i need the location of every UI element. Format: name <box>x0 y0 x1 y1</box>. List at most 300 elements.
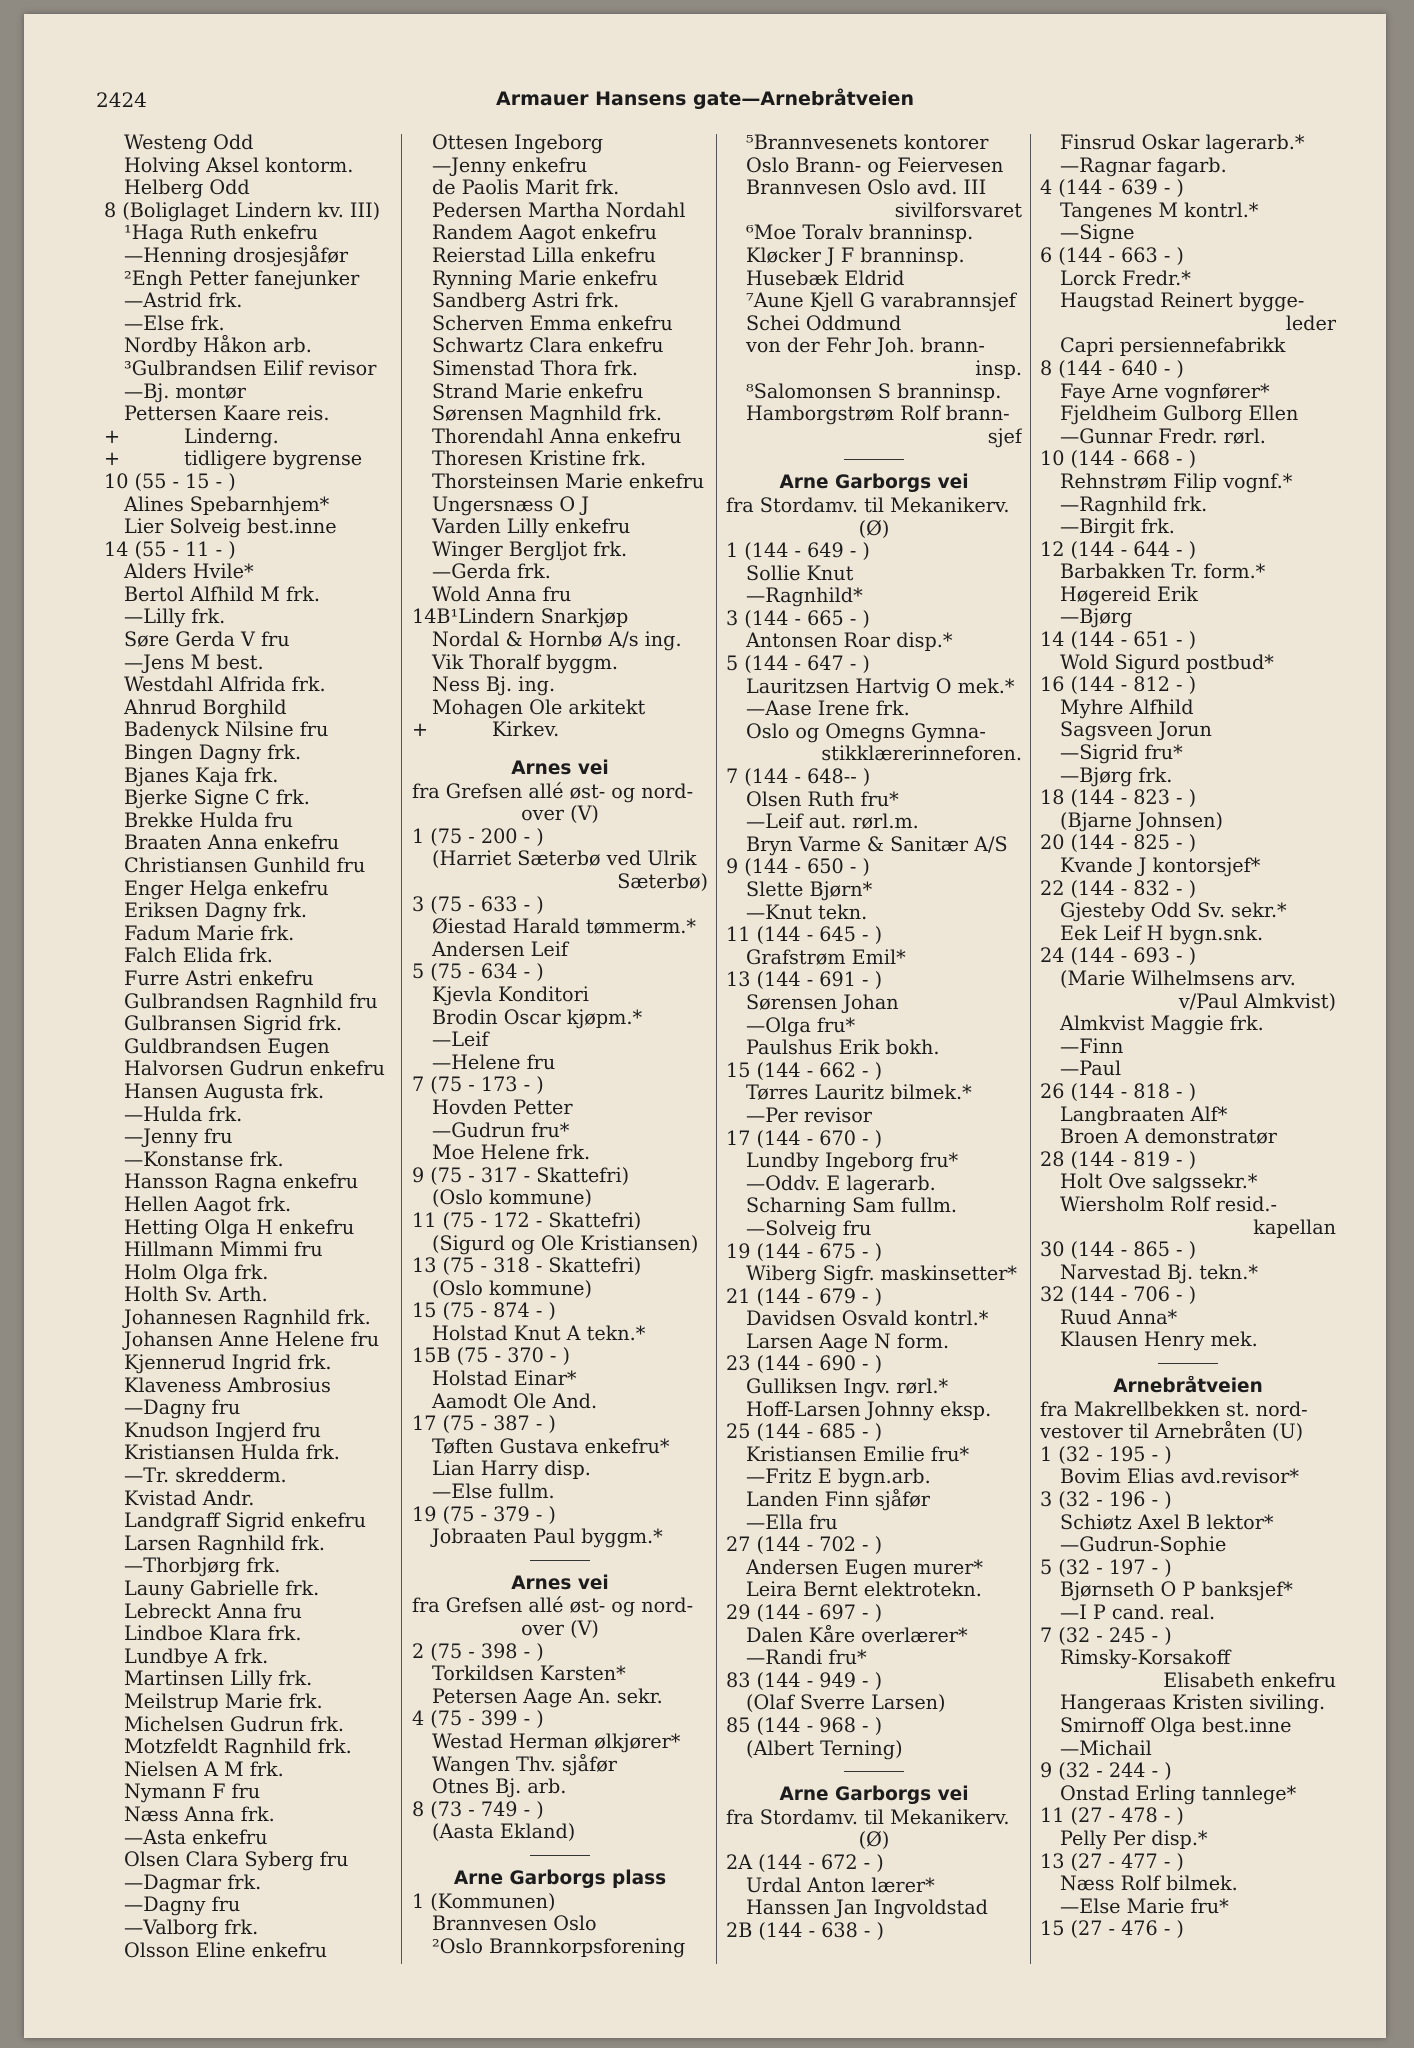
address-number-line: 14 (55 - 11 - ) <box>104 538 236 561</box>
address-number-line: 15 (144 - 662 - ) <box>726 1059 883 1082</box>
resident-line: (Harriet Sæterbø ved Ulrik <box>432 848 697 871</box>
resident-line: Oslo Brann- og Feiervesen <box>746 154 1004 177</box>
address-number-line: 10 (144 - 668 - ) <box>1040 448 1197 471</box>
address-number-line: 16 (144 - 812 - ) <box>1040 674 1197 697</box>
resident-line: Faye Arne vognfører* <box>1060 380 1270 403</box>
direction-line: over (V) <box>521 803 599 826</box>
resident-line: Wangen Thv. sjåfør <box>432 1753 617 1776</box>
resident-line: Wiersholm Rolf resid.- <box>1060 1193 1277 1216</box>
resident-line: Husebæk Eldrid <box>746 267 905 290</box>
resident-line: Torkildsen Karsten* <box>432 1663 626 1686</box>
resident-line: Andersen Eugen murer* <box>746 1556 983 1579</box>
resident-line: —Bjørg frk. <box>1060 764 1173 787</box>
resident-line: Ruud Anna* <box>1060 1306 1178 1329</box>
address-number-line: 7 (32 - 245 - ) <box>1040 1624 1172 1647</box>
resident-line: Hillmann Mimmi fru <box>124 1239 323 1262</box>
resident-line: Rehnstrøm Filip vognf.* <box>1060 470 1293 493</box>
resident-line: Mohagen Ole arkitekt <box>432 696 646 719</box>
resident-line: Westdahl Alfrida frk. <box>124 674 326 697</box>
resident-line: Falch Elida frk. <box>124 945 273 968</box>
address-number-line: 23 (144 - 690 - ) <box>726 1353 883 1376</box>
resident-line: Thorendahl Anna enkefru <box>432 425 682 448</box>
resident-line: Wold Anna fru <box>432 583 572 606</box>
address-number-line: fra Stordamv. til Mekanikerv. <box>726 494 1010 517</box>
resident-line: Westad Herman ølkjører* <box>432 1730 681 1753</box>
resident-line: Brodin Oscar kjøpm.* <box>432 1006 643 1029</box>
resident-line: —Fritz E bygn.arb. <box>746 1466 931 1489</box>
section-gap <box>412 742 708 758</box>
resident-line: Schei Oddmund <box>746 312 902 335</box>
address-number-line: fra Makrellbekken st. nord- <box>1040 1398 1308 1421</box>
resident-line: Brannvesen Oslo avd. III <box>746 177 987 200</box>
resident-line: Klaveness Ambrosius <box>124 1374 331 1397</box>
resident-line: Holt Ove salgssekr.* <box>1060 1171 1258 1194</box>
resident-line: Gulbrandsen Ragnhild fru <box>124 990 378 1013</box>
resident-line: Westeng Odd <box>124 132 254 154</box>
resident-line: (Sigurd og Ole Kristiansen) <box>432 1232 699 1255</box>
resident-line: ⁵Brannvesenets kontorer <box>746 132 989 154</box>
resident-line: Hanssen Jan Ingvoldstad <box>746 1897 988 1920</box>
resident-line: —Helene fru <box>432 1051 556 1074</box>
crossing-mark-icon: + <box>104 448 121 471</box>
resident-line: Sørensen Magnhild frk. <box>432 403 662 426</box>
resident-line: Lundby Ingeborg fru* <box>746 1150 959 1173</box>
resident-line: ³Gulbrandsen Eilif revisor <box>124 357 377 380</box>
street-heading: Arne Garborgs vei <box>779 472 969 494</box>
resident-line: —Valborg frk. <box>124 1916 259 1939</box>
resident-line: —Dagny fru <box>124 1894 241 1917</box>
address-number-line: 18 (144 - 823 - ) <box>1040 787 1197 810</box>
resident-line: Lian Harry disp. <box>432 1458 591 1481</box>
resident-line: Alders Hvile* <box>124 561 254 584</box>
resident-line: ²Oslo Brannkorpsforening <box>432 1935 686 1958</box>
resident-line: Winger Bergljot frk. <box>432 538 628 561</box>
resident-line: (Bjarne Johnsen) <box>1060 809 1223 832</box>
resident-line: (Olaf Sverre Larsen) <box>746 1692 946 1715</box>
resident-line: Kristiansen Emilie fru* <box>746 1443 970 1466</box>
address-number-line: 83 (144 - 949 - ) <box>726 1669 883 1692</box>
resident-line: —Tr. skredderm. <box>124 1465 287 1488</box>
resident-line: Badenyck Nilsine fru <box>124 719 329 742</box>
column-2 <box>412 132 708 1958</box>
resident-line: Barbakken Tr. form.* <box>1060 561 1266 584</box>
resident-line: Holstad Knut A tekn.* <box>432 1322 646 1345</box>
address-number-line: 6 (144 - 663 - ) <box>1040 244 1184 267</box>
resident-line: Klausen Henry mek. <box>1060 1329 1258 1352</box>
resident-line: (Marie Wilhelmsens arv. <box>1060 967 1296 990</box>
address-number-line: 13 (75 - 318 - Skattefri) <box>412 1255 642 1278</box>
resident-line: —Knut tekn. <box>746 901 868 924</box>
address-number-line: 26 (144 - 818 - ) <box>1040 1080 1197 1103</box>
resident-line: Pelly Per disp.* <box>1060 1827 1208 1850</box>
resident-line: Kjennerud Ingrid frk. <box>124 1352 332 1375</box>
resident-line: Schwartz Clara enkefru <box>432 335 664 358</box>
resident-line: Thorsteinsen Marie enkefru <box>432 470 705 493</box>
resident-line: ⁸Salomonsen S branninsp. <box>746 380 1002 403</box>
resident-line: Søre Gerda V fru <box>124 629 290 652</box>
resident-line: Landgraff Sigrid enkefru <box>124 1510 367 1533</box>
resident-line: —Gunnar Fredr. rørl. <box>1060 425 1266 448</box>
address-number-line: 11 (75 - 172 - Skattefri) <box>412 1209 642 1232</box>
resident-line: Næss Anna frk. <box>124 1803 275 1826</box>
resident-line: —Dagny fru <box>124 1397 241 1420</box>
address-number-line: 13 (144 - 691 - ) <box>726 969 883 992</box>
continuation-line: kapellan <box>1253 1216 1336 1239</box>
resident-line: Larsen Ragnhild frk. <box>124 1532 325 1555</box>
resident-line: —Hulda frk. <box>124 1103 243 1126</box>
resident-line: Thoresen Kristine frk. <box>432 448 647 471</box>
resident-line: Nymann F fru <box>124 1781 261 1804</box>
address-number-line: 9 (144 - 650 - ) <box>726 856 870 879</box>
resident-line: Furre Astri enkefru <box>124 967 314 990</box>
resident-line: Sagsveen Jorun <box>1060 719 1212 742</box>
resident-line: (Oslo kommune) <box>432 1277 592 1300</box>
address-number-line: 7 (75 - 173 - ) <box>412 1074 544 1097</box>
resident-line: Bryn Varme & Sanitær A/S <box>746 833 1008 856</box>
resident-line: Strand Marie enkefru <box>432 380 644 403</box>
address-number-line: vestover til Arnebråten (U) <box>1040 1421 1304 1444</box>
continuation-line: sjef <box>987 425 1022 448</box>
continuation-line: Elisabeth enkefru <box>1163 1669 1336 1692</box>
resident-line: Lier Solveig best.inne <box>124 516 337 539</box>
resident-line: Oslo og Omegns Gymna- <box>746 720 986 743</box>
resident-line: Schiøtz Axel B lektor* <box>1060 1511 1274 1534</box>
resident-line: Eriksen Dagny frk. <box>124 900 308 923</box>
resident-line: Simenstad Thora frk. <box>432 357 638 380</box>
address-number-line: 19 (144 - 675 - ) <box>726 1240 883 1263</box>
resident-line: Gjesteby Odd Sv. sekr.* <box>1060 900 1287 923</box>
address-number-line: 4 (75 - 399 - ) <box>412 1708 544 1731</box>
address-number-line: 29 (144 - 697 - ) <box>726 1602 883 1624</box>
resident-line: Kristiansen Hulda frk. <box>124 1442 340 1465</box>
resident-line: Onstad Erling tannlege* <box>1060 1782 1297 1805</box>
resident-line: Holving Aksel kontorm. <box>124 154 354 177</box>
column-1 <box>104 132 394 1962</box>
continuation-line: insp. <box>975 357 1022 380</box>
resident-line: (Albert Terning) <box>746 1737 903 1760</box>
resident-line: —Asta enkefru <box>124 1826 268 1849</box>
section-rule <box>412 1549 708 1573</box>
resident-line: Dalen Kåre overlærer* <box>746 1624 968 1647</box>
resident-line: Hetting Olga H enkefru <box>124 1216 355 1239</box>
resident-line: Andersen Leif <box>432 938 569 961</box>
resident-line: —Astrid frk. <box>124 290 243 313</box>
resident-line: Holstad Einar* <box>432 1368 577 1391</box>
continuation-line: sivilforsvaret <box>894 199 1022 222</box>
resident-line: Fjeldheim Gulborg Ellen <box>1060 403 1299 426</box>
resident-line: —Aase Irene frk. <box>746 698 910 721</box>
address-number-line: fra Grefsen allé øst- og nord- <box>412 780 694 803</box>
continuation-line: v/Paul Almkvist) <box>1178 990 1336 1013</box>
resident-line: Høgereid Erik <box>1060 583 1198 606</box>
address-number-line: 14 (144 - 651 - ) <box>1040 629 1197 652</box>
resident-line: Lundbye A frk. <box>124 1645 269 1668</box>
resident-line: Hellen Aagot frk. <box>124 1193 292 1216</box>
resident-line: —Ella fru <box>746 1511 838 1534</box>
column-divider <box>1030 134 1031 1964</box>
resident-line: —Gudrun fru* <box>432 1119 570 1142</box>
resident-line: Halvorsen Gudrun enkefru <box>124 1058 385 1081</box>
resident-line: —Oddv. E lagerarb. <box>746 1172 936 1195</box>
page-title: Armauer Hansens gate—Arnebråtveien <box>496 88 914 110</box>
resident-line: Wold Sigurd postbud* <box>1060 651 1274 674</box>
resident-line: Kvistad Andr. <box>124 1487 255 1510</box>
resident-line: von der Fehr Joh. brann- <box>746 335 985 358</box>
resident-line: —Else Marie fru* <box>1060 1895 1229 1918</box>
address-number-line: 7 (144 - 648-- ) <box>726 766 871 789</box>
resident-line: Bjerke Signe C frk. <box>124 787 310 810</box>
resident-line: —Else fullm. <box>432 1481 555 1504</box>
cross-street-line <box>104 448 394 471</box>
address-number-line: 24 (144 - 693 - ) <box>1040 945 1197 968</box>
resident-line: Haugstad Reinert bygge- <box>1060 290 1305 313</box>
resident-line: —Ragnar fagarb. <box>1060 154 1227 177</box>
resident-line: Bjørnseth O P banksjef* <box>1060 1579 1293 1602</box>
resident-line: Langbraaten Alf* <box>1060 1103 1228 1126</box>
resident-line: —Michail <box>1060 1737 1152 1760</box>
resident-line: —Leif aut. rørl.m. <box>746 811 919 834</box>
resident-line: Brekke Hulda fru <box>124 809 294 832</box>
resident-line: (Aasta Ekland) <box>432 1821 576 1844</box>
resident-line: Jobraaten Paul byggm.* <box>432 1526 663 1549</box>
address-number-line: 15B (75 - 370 - ) <box>412 1345 570 1368</box>
resident-line: Smirnoff Olga best.inne <box>1060 1714 1292 1737</box>
crossing-mark-icon: + <box>104 425 121 448</box>
resident-line: Gulliksen Ingv. rørl.* <box>746 1376 949 1399</box>
address-number-line: 2A (144 - 672 - ) <box>726 1851 884 1874</box>
street-heading: Arnes vei <box>511 758 609 780</box>
resident-line: Johansen Anne Helene fru <box>124 1329 380 1352</box>
continuation-line: leder <box>1285 312 1336 335</box>
resident-line: —Randi fru* <box>746 1647 867 1670</box>
resident-line: —Jenny fru <box>124 1126 233 1149</box>
resident-line: Sørensen Johan <box>746 991 899 1014</box>
address-number-line: 8 (Boliglaget Lindern kv. III) <box>104 199 381 222</box>
resident-line: Hansen Augusta frk. <box>124 1080 325 1103</box>
resident-line: Brannvesen Oslo <box>432 1913 597 1936</box>
resident-line: Capri persiennefabrikk <box>1060 335 1286 358</box>
column-divider <box>401 134 402 1964</box>
resident-line: Rimsky-Korsakoff <box>1060 1647 1231 1670</box>
resident-line: —Lilly frk. <box>124 606 226 629</box>
resident-line: Hamborgstrøm Rolf brann- <box>746 403 1010 426</box>
address-number-line: 1 (Kommunen) <box>412 1890 556 1913</box>
resident-line: Scharning Sam fullm. <box>746 1195 957 1218</box>
resident-line: Moe Helene frk. <box>432 1142 591 1165</box>
resident-line: Bjanes Kaja frk. <box>124 764 279 787</box>
resident-line: Olsson Eline enkefru <box>124 1939 327 1962</box>
resident-line: Larsen Aage N form. <box>746 1330 950 1353</box>
section-rule <box>726 1760 1022 1784</box>
direction-line: (Ø) <box>858 517 890 540</box>
cross-street-line <box>104 426 394 449</box>
resident-line: —I P cand. real. <box>1060 1602 1216 1624</box>
resident-line: Varden Lilly enkefru <box>432 516 631 539</box>
resident-line: Christiansen Gunhild fru <box>124 855 366 877</box>
resident-line: Bertol Alfhild M frk. <box>124 583 320 606</box>
resident-line: Leira Bernt elektrotekn. <box>746 1579 982 1602</box>
section-rule <box>412 1844 708 1868</box>
resident-line: —Henning drosjesjåfør <box>124 244 349 267</box>
resident-line: Gulbransen Sigrid frk. <box>124 1013 342 1036</box>
resident-line: Michelsen Gudrun frk. <box>124 1713 344 1736</box>
directory-page <box>24 14 1386 2038</box>
resident-line: Lindboe Klara frk. <box>124 1623 302 1646</box>
page-number: 2424 <box>96 88 147 112</box>
address-number-line: 14B¹Lindern Snarkjøp <box>412 606 629 629</box>
resident-line: —Per revisor <box>746 1104 872 1127</box>
address-number-line: 9 (32 - 244 - ) <box>1040 1760 1172 1783</box>
resident-line: Olsen Clara Syberg fru <box>124 1849 349 1872</box>
resident-line: —Solveig fru <box>746 1217 872 1240</box>
resident-line: Petersen Aage An. sekr. <box>432 1685 663 1708</box>
resident-line: Antonsen Roar disp.* <box>746 630 953 653</box>
resident-line: —Thorbjørg frk. <box>124 1555 281 1578</box>
column-4 <box>1040 132 1336 1941</box>
address-number-line: 1 (144 - 649 - ) <box>726 540 870 563</box>
resident-line: Pettersen Kaare reis. <box>124 403 330 426</box>
resident-line: —Jens M best. <box>124 651 264 674</box>
resident-line: Fadum Marie frk. <box>124 922 295 945</box>
resident-line: Scherven Emma enkefru <box>432 312 673 335</box>
address-number-line: 20 (144 - 825 - ) <box>1040 832 1197 855</box>
resident-line: —Finn <box>1060 1035 1124 1058</box>
resident-line: Slette Bjørn* <box>746 879 873 901</box>
address-number-line: 5 (75 - 634 - ) <box>412 961 544 984</box>
section-rule <box>726 448 1022 472</box>
resident-line: Narvestad Bj. tekn.* <box>1060 1261 1258 1284</box>
resident-line: Hansson Ragna enkefru <box>124 1171 359 1194</box>
address-number-line: fra Stordamv. til Mekanikerv. <box>726 1806 1010 1829</box>
resident-line: (Oslo kommune) <box>432 1187 592 1210</box>
resident-line: Alines Spebarnhjem* <box>124 493 330 516</box>
resident-line: Aamodt Ole And. <box>432 1390 598 1413</box>
resident-line: Tøften Gustava enkefru* <box>432 1435 670 1458</box>
street-heading: Arnebråtveien <box>1113 1376 1263 1398</box>
column-3 <box>726 132 1022 1942</box>
resident-line: Guldbrandsen Eugen <box>124 1035 330 1058</box>
cross-street-name: Linderng. <box>184 425 279 448</box>
resident-line: Johannesen Ragnhild frk. <box>124 1306 371 1329</box>
resident-line: Lebreckt Anna fru <box>124 1600 302 1623</box>
resident-line: Broen A demonstratør <box>1060 1126 1277 1149</box>
resident-line: —Jenny enkefru <box>432 154 588 177</box>
resident-line: ²Engh Petter fanejunker <box>124 267 360 290</box>
resident-line: de Paolis Marit frk. <box>432 177 620 200</box>
cross-street-name: Kirkev. <box>492 719 560 742</box>
address-number-line: 21 (144 - 679 - ) <box>726 1285 883 1308</box>
address-number-line: 3 (75 - 633 - ) <box>412 893 544 916</box>
resident-line: Nordal & Hornbø A/s ing. <box>432 629 682 652</box>
resident-line: Motzfeldt Ragnhild frk. <box>124 1736 352 1759</box>
address-number-line: 25 (144 - 685 - ) <box>726 1421 883 1444</box>
resident-line: Eek Leif H bygn.snk. <box>1060 922 1264 945</box>
resident-line: Wiberg Sigfr. maskinsetter* <box>746 1263 1017 1286</box>
resident-line: Myhre Alfhild <box>1060 696 1194 719</box>
address-number-line: 4 (144 - 639 - ) <box>1040 177 1184 200</box>
resident-line: Nordby Håkon arb. <box>124 335 312 358</box>
address-number-line: 28 (144 - 819 - ) <box>1040 1148 1197 1171</box>
resident-line: ¹Haga Ruth enkefru <box>124 222 318 245</box>
resident-line: Næss Rolf bilmek. <box>1060 1873 1238 1896</box>
resident-line: Kvande J kontorsjef* <box>1060 855 1261 877</box>
resident-line: Sandberg Astri frk. <box>432 290 620 313</box>
address-number-line: 15 (75 - 874 - ) <box>412 1300 556 1323</box>
address-number-line: 17 (75 - 387 - ) <box>412 1413 556 1436</box>
resident-line: Enger Helga enkefru <box>124 877 329 900</box>
resident-line: Pedersen Martha Nordahl <box>432 199 686 222</box>
resident-line: Reierstad Lilla enkefru <box>432 244 656 267</box>
address-number-line: fra Grefsen allé øst- og nord- <box>412 1595 694 1618</box>
resident-line: Landen Finn sjåfør <box>746 1489 930 1512</box>
street-heading: Arne Garborgs vei <box>779 1784 969 1806</box>
resident-line: —Ragnhild frk. <box>1060 493 1208 516</box>
continuation-line: stikklærerinneforen. <box>821 743 1022 766</box>
resident-line: Helberg Odd <box>124 177 250 200</box>
address-number-line: 11 (27 - 478 - ) <box>1040 1805 1184 1828</box>
resident-line: Kjevla Konditori <box>432 983 589 1006</box>
resident-line: Bovim Elias avd.revisor* <box>1060 1466 1299 1489</box>
direction-line: over (V) <box>521 1618 599 1640</box>
resident-line: Bingen Dagny frk. <box>124 742 302 765</box>
resident-line: Randem Aagot enkefru <box>432 222 657 245</box>
resident-line: Davidsen Osvald kontrl.* <box>746 1308 989 1331</box>
resident-line: Hovden Petter <box>432 1096 573 1119</box>
address-number-line: 8 (144 - 640 - ) <box>1040 357 1184 380</box>
resident-line: Ness Bj. ing. <box>432 674 556 697</box>
resident-line: —Paul <box>1060 1058 1122 1081</box>
address-number-line: 8 (73 - 749 - ) <box>412 1798 544 1821</box>
address-number-line: 15 (27 - 476 - ) <box>1040 1918 1184 1941</box>
address-number-line: 27 (144 - 702 - ) <box>726 1534 883 1557</box>
resident-line: Tørres Lauritz bilmek.* <box>746 1082 972 1105</box>
resident-line: ⁶Moe Toralv branninsp. <box>746 222 974 245</box>
resident-line: —Dagmar frk. <box>124 1871 262 1894</box>
resident-line: —Bjørg <box>1060 606 1133 629</box>
resident-line: Ahnrud Borghild <box>124 696 287 719</box>
resident-line: —Ragnhild* <box>746 585 863 608</box>
resident-line: Hangeraas Kristen siviling. <box>1060 1692 1326 1715</box>
address-number-line: 1 (75 - 200 - ) <box>412 825 544 848</box>
resident-line: —Leif <box>432 1029 489 1052</box>
resident-line: —Olga fru* <box>746 1014 856 1037</box>
address-number-line: 5 (144 - 647 - ) <box>726 653 870 676</box>
resident-line: Almkvist Maggie frk. <box>1060 1013 1264 1036</box>
resident-line: —Gerda frk. <box>432 561 551 584</box>
address-number-line: 2B (144 - 638 - ) <box>726 1919 884 1942</box>
street-heading: Arne Garborgs plass <box>453 1867 667 1889</box>
resident-line: Øiestad Harald tømmerm.* <box>432 916 696 939</box>
resident-line: Urdal Anton lærer* <box>746 1874 935 1897</box>
resident-line: Finsrud Oskar lagerarb.* <box>1060 132 1305 154</box>
address-number-line: 9 (75 - 317 - Skattefri) <box>412 1164 630 1187</box>
resident-line: Lauritzsen Hartvig O mek.* <box>746 675 1015 698</box>
address-number-line: 19 (75 - 379 - ) <box>412 1503 556 1526</box>
resident-line: —Konstanse frk. <box>124 1148 284 1171</box>
street-heading: Arnes vei <box>511 1572 609 1594</box>
resident-line: Paulshus Erik bokh. <box>746 1037 940 1060</box>
address-number-line: 85 (144 - 968 - ) <box>726 1714 883 1737</box>
resident-line: Ungersnæss O J <box>432 493 589 516</box>
section-rule <box>1040 1352 1336 1376</box>
address-number-line: 11 (144 - 645 - ) <box>726 924 883 947</box>
resident-line: Sollie Knut <box>746 562 854 585</box>
resident-line: Martinsen Lilly frk. <box>124 1668 313 1691</box>
resident-line: Braaten Anna enkefru <box>124 832 340 855</box>
cross-street-line <box>412 719 708 742</box>
resident-line: Knudson Ingjerd fru <box>124 1419 321 1442</box>
resident-line: Otnes Bj. arb. <box>432 1776 567 1799</box>
